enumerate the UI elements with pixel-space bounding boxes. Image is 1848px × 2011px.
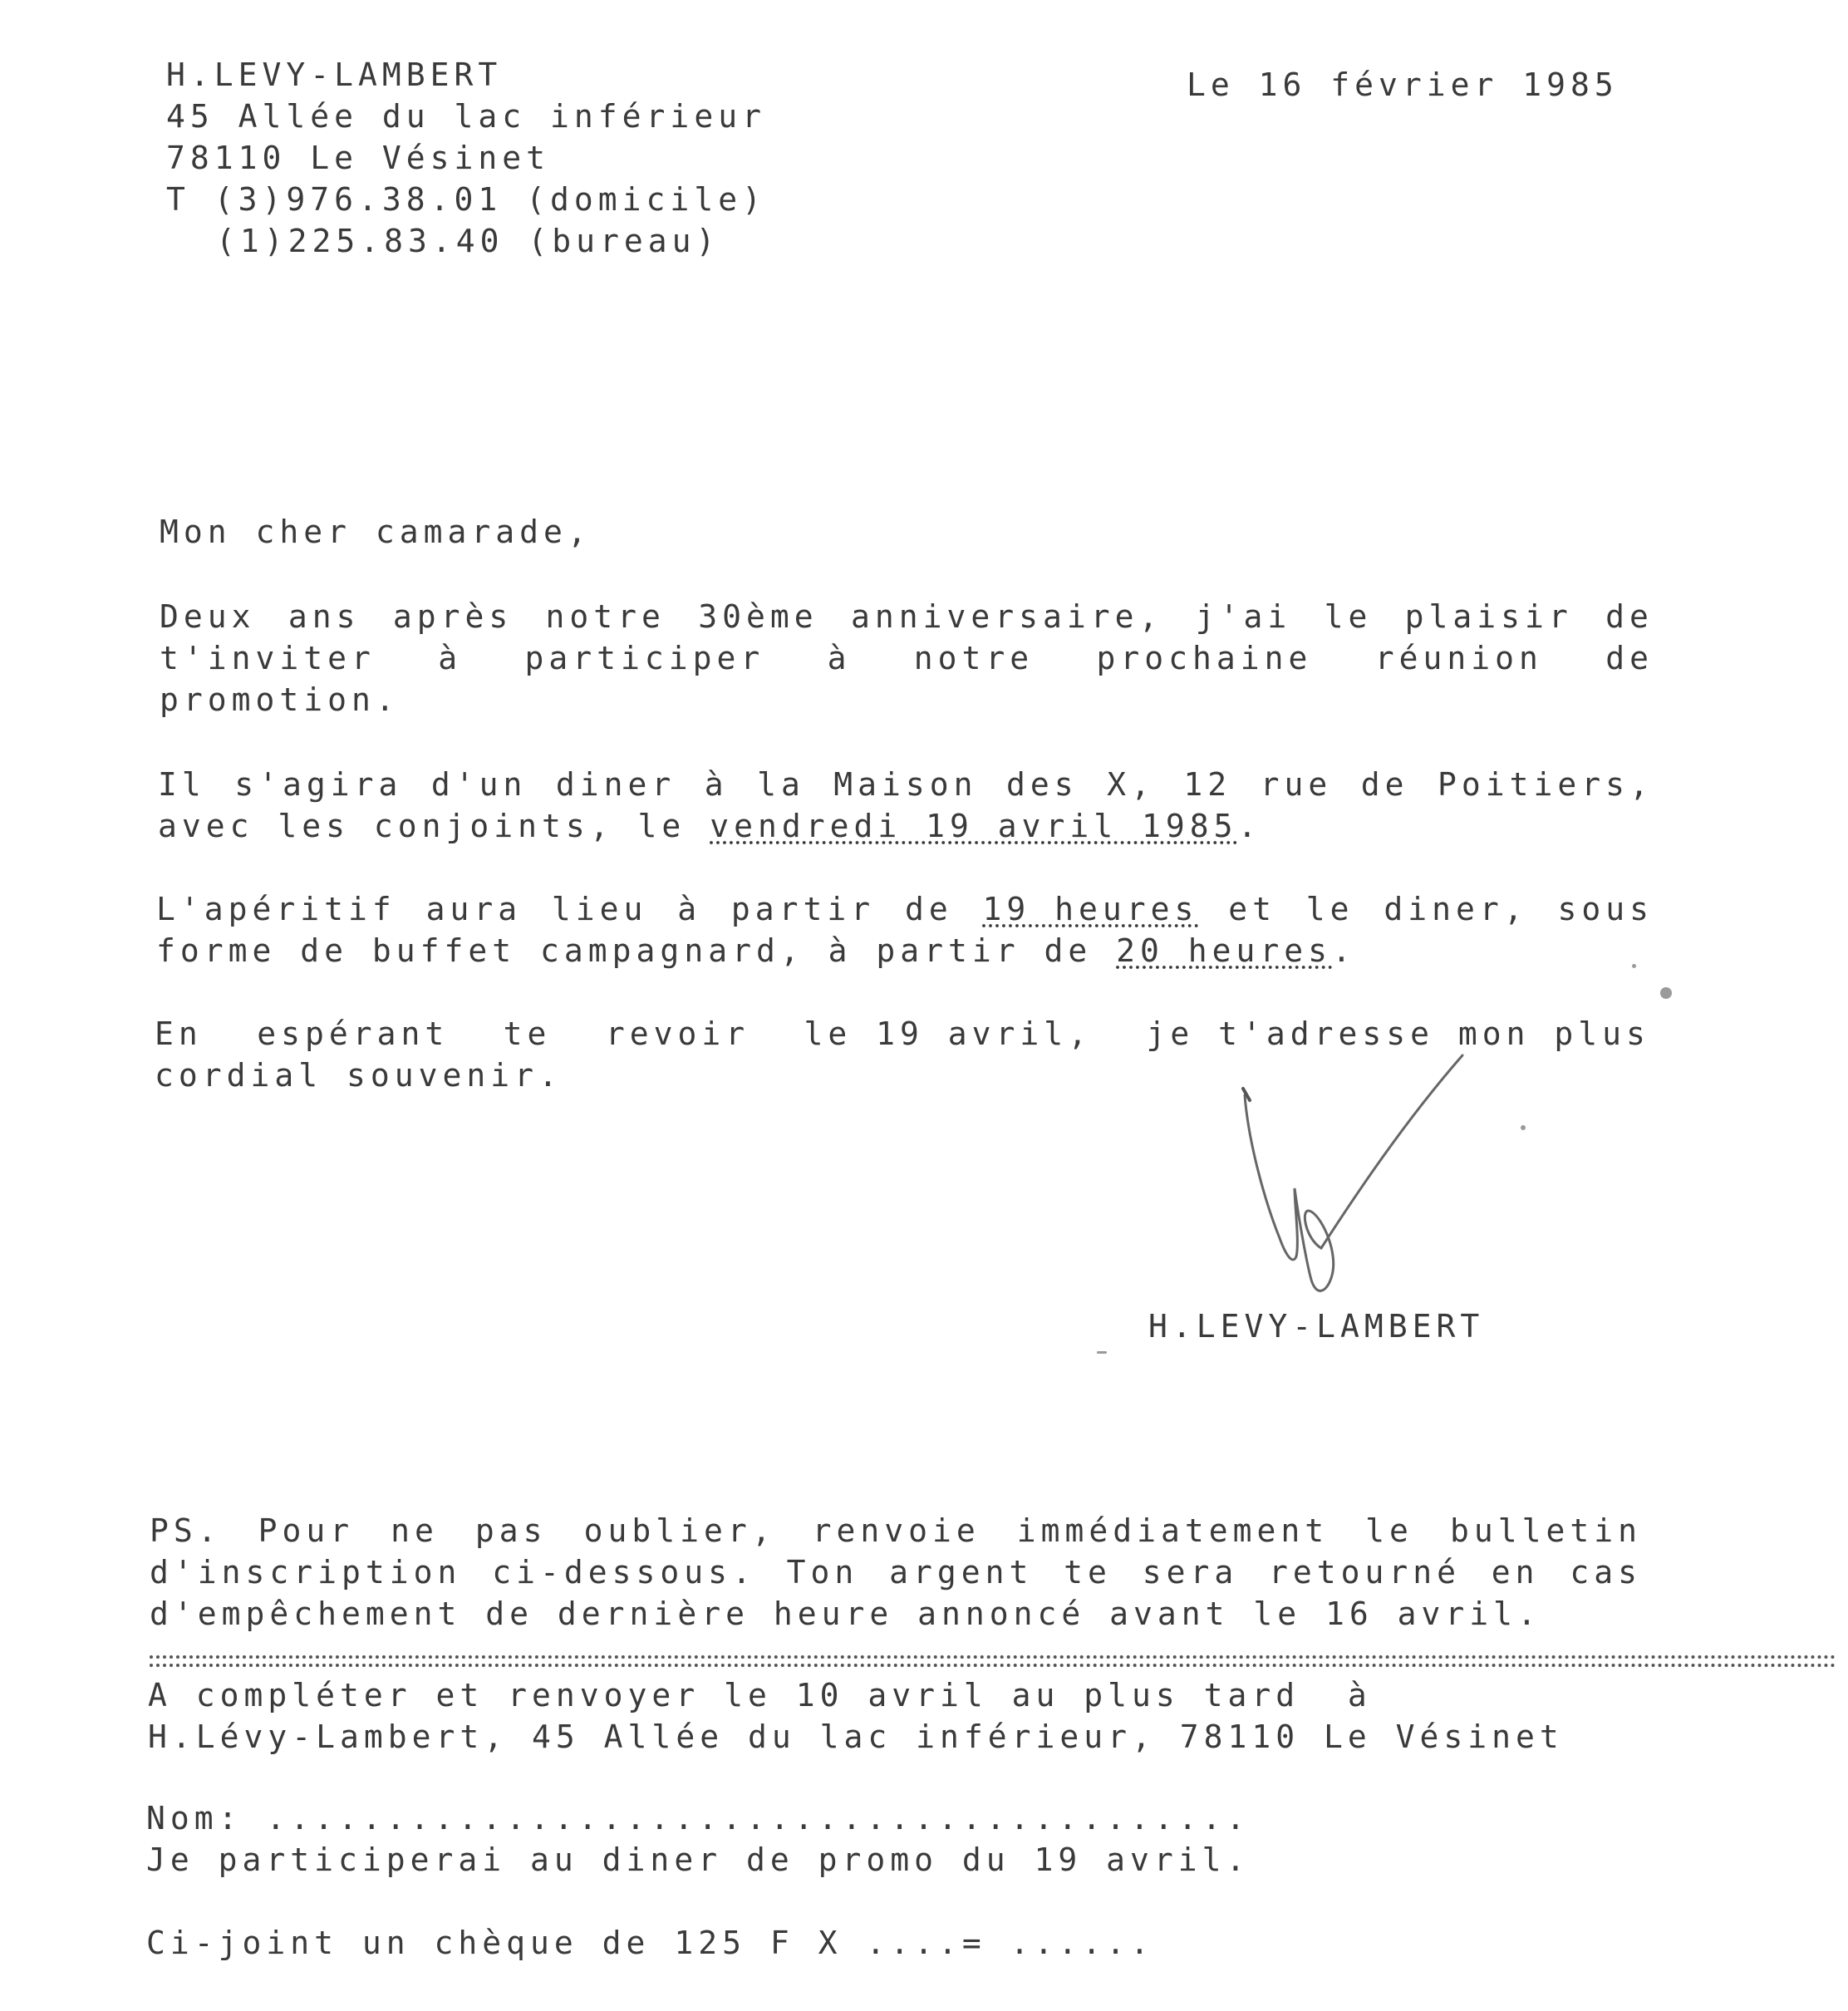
paragraph-4-line-1-word: espérant bbox=[257, 1015, 450, 1052]
paragraph-3-line-1 bbox=[156, 889, 1654, 929]
ps-line-2-word: Ton bbox=[786, 1554, 859, 1591]
paragraph-2-line-1 bbox=[158, 765, 1654, 804]
paragraph-1-line-1-word: anniversaire, bbox=[850, 598, 1163, 635]
ps-line-2-word: ci-dessous. bbox=[492, 1554, 756, 1591]
ps-line-1-word: pas bbox=[474, 1512, 548, 1549]
paragraph-4-line-1-word: En bbox=[155, 1015, 203, 1052]
ps-line-2-word: d'inscription bbox=[150, 1554, 462, 1591]
paragraph-1-line-1-word: le bbox=[1324, 598, 1373, 635]
name-field-line: Nom: ......................................... bbox=[146, 1800, 1251, 1836]
paragraph-3-end: . bbox=[1332, 932, 1356, 969]
signature-name: H.LEVY-LAMBERT bbox=[1148, 1308, 1485, 1345]
paragraph-3-prefix: forme de buffet campagnard, à partir de bbox=[156, 932, 1117, 969]
paragraph-1-line-1-word: après bbox=[392, 598, 514, 635]
paragraph-1-line-1-word: ans bbox=[288, 598, 361, 635]
ps-line-1-word: bulletin bbox=[1449, 1512, 1642, 1549]
ps-line-3: d'empêchement de dernière heure annoncé avant le 16 avril. bbox=[150, 1596, 1541, 1632]
paragraph-1-line-1-word: de bbox=[1605, 598, 1654, 635]
paper-speck bbox=[1097, 1351, 1107, 1354]
paragraph-4-line-1-word: revoir bbox=[605, 1015, 750, 1052]
dinner-time: 20 heures bbox=[1116, 932, 1333, 969]
paper-speck bbox=[1632, 964, 1636, 968]
ps-line-1-word: immédiatement bbox=[1016, 1512, 1329, 1549]
sender-address-line2: 78110 Le Vésinet bbox=[166, 140, 551, 176]
form-instruction-line-2: H.Lévy-Lambert, 45 Allée du lac inférieur, 78110 Le Vésinet bbox=[148, 1718, 1564, 1755]
ps-line-2-word: retourné bbox=[1268, 1554, 1462, 1591]
paragraph-1-line-2-word: notre bbox=[913, 640, 1035, 676]
sender-phone-office: (1)225.83.40 (bureau) bbox=[216, 223, 720, 259]
paragraph-3-line-1-word: 19 heures bbox=[982, 891, 1199, 927]
paragraph-3-line-2 bbox=[156, 931, 1356, 971]
paragraph-1-line-2 bbox=[160, 638, 1654, 678]
ps-line-2-word: sera bbox=[1142, 1554, 1239, 1591]
ps-line-1-word: oublier, bbox=[583, 1512, 776, 1549]
paragraph-3-line-1-word: et bbox=[1228, 891, 1276, 927]
ps-line-1-word: Pour bbox=[258, 1512, 355, 1549]
paragraph-1-line-1-word: plaisir bbox=[1404, 598, 1573, 635]
paragraph-1-line-2-word: participer bbox=[524, 640, 765, 676]
ps-line-2 bbox=[150, 1552, 1642, 1592]
paper-speck bbox=[1521, 1125, 1526, 1130]
paragraph-2-line-1-word: diner bbox=[555, 766, 676, 803]
form-instruction-line-1: A compléter et renvoyer le 10 avril au plus tard à bbox=[148, 1677, 1372, 1714]
event-date: vendredi 19 avril 1985 bbox=[710, 808, 1238, 844]
paragraph-1-line-1-word: notre bbox=[545, 598, 666, 635]
paragraph-2-line-1-word: d'un bbox=[430, 766, 528, 803]
cheque-line: Ci-joint un chèque de 125 F X ....= ...... bbox=[146, 1925, 1154, 1961]
paragraph-3-line-1-word: de bbox=[904, 891, 953, 927]
sender-name: H.LEVY-LAMBERT bbox=[166, 57, 503, 93]
paragraph-1-line-2-word: réunion bbox=[1374, 640, 1543, 676]
ps-line-1-word: ne bbox=[391, 1512, 439, 1549]
paragraph-3-line-1-word: à bbox=[677, 891, 702, 927]
paragraph-1-line-2-word: de bbox=[1605, 640, 1654, 676]
paragraph-3-line-1-word: sous bbox=[1557, 891, 1654, 927]
paper-speck bbox=[1660, 987, 1672, 999]
paragraph-2-line-1-word: Maison bbox=[833, 766, 978, 803]
paragraph-2-line-1-word: X, bbox=[1107, 766, 1155, 803]
paragraph-1-line-1-word: 30ème bbox=[698, 598, 818, 635]
ps-line-2-word: argent bbox=[889, 1554, 1034, 1591]
ps-line-2-word: te bbox=[1064, 1554, 1112, 1591]
cut-line bbox=[150, 1655, 1836, 1659]
paragraph-2-line-1-word: de bbox=[1360, 766, 1409, 803]
paragraph-1-line-1 bbox=[160, 597, 1654, 637]
participation-line: Je participerai au diner de promo du 19 avril. bbox=[146, 1841, 1251, 1878]
ps-line-1 bbox=[150, 1511, 1642, 1551]
paragraph-2-prefix: avec les conjoints, le bbox=[158, 808, 710, 844]
paragraph-2-line-1-word: rue bbox=[1260, 766, 1333, 803]
ps-line-1-word: renvoie bbox=[812, 1512, 981, 1549]
ps-line-1-word: le bbox=[1365, 1512, 1413, 1549]
paragraph-2-line-1-word: la bbox=[757, 766, 805, 803]
ps-line-2-word: cas bbox=[1570, 1554, 1642, 1591]
paragraph-2-line-1-word: 12 bbox=[1183, 766, 1232, 803]
letter-date: Le 16 février 1985 bbox=[1187, 66, 1619, 103]
sender-address-line1: 45 Allée du lac inférieur bbox=[166, 98, 766, 135]
paragraph-2-line-1-word: Il bbox=[158, 766, 206, 803]
paragraph-3-line-1-word: L'apéritif bbox=[156, 891, 396, 927]
paragraph-2-end: . bbox=[1237, 808, 1262, 844]
paragraph-2-line-1-word: des bbox=[1006, 766, 1079, 803]
paragraph-3-line-1-word: le bbox=[1305, 891, 1354, 927]
paragraph-1-line-2-word: à bbox=[827, 640, 852, 676]
paragraph-1-line-2-word: prochaine bbox=[1096, 640, 1313, 676]
ps-line-2-word: en bbox=[1491, 1554, 1540, 1591]
ps-line-1-word: PS. bbox=[150, 1512, 222, 1549]
paragraph-1-line-1-word: Deux bbox=[160, 598, 256, 635]
paragraph-4-line-1-word: te bbox=[503, 1015, 552, 1052]
paragraph-3-line-1-word: lieu bbox=[551, 891, 648, 927]
paragraph-3-line-1-word: diner, bbox=[1384, 891, 1528, 927]
paragraph-2-line-1-word: s'agira bbox=[234, 766, 403, 803]
paragraph-1-line-2-word: t'inviter bbox=[160, 640, 376, 676]
paragraph-1-line-1-word: j'ai bbox=[1195, 598, 1292, 635]
cut-line bbox=[150, 1664, 1836, 1667]
paragraph-4-line-2: cordial souvenir. bbox=[155, 1057, 563, 1094]
paragraph-2-line-2 bbox=[158, 806, 1261, 846]
paragraph-3-line-1-word: partir bbox=[730, 891, 876, 927]
salutation: Mon cher camarade, bbox=[160, 514, 592, 550]
paragraph-2-line-1-word: à bbox=[704, 766, 729, 803]
paragraph-2-line-1-word: Poitiers, bbox=[1437, 766, 1654, 803]
paragraph-3-line-1-word: aura bbox=[425, 891, 523, 927]
sender-phone-home: T (3)976.38.01 (domicile) bbox=[166, 181, 766, 218]
paragraph-1-line-3: promotion. bbox=[160, 681, 400, 718]
handwritten-signature bbox=[1213, 1039, 1512, 1313]
paragraph-4-line-1-word: le 19 avril, bbox=[804, 1015, 1093, 1052]
paragraph-1-line-2-word: à bbox=[438, 640, 463, 676]
paragraph-4-line-1-word: je t'adresse mon plus bbox=[1146, 1015, 1650, 1052]
